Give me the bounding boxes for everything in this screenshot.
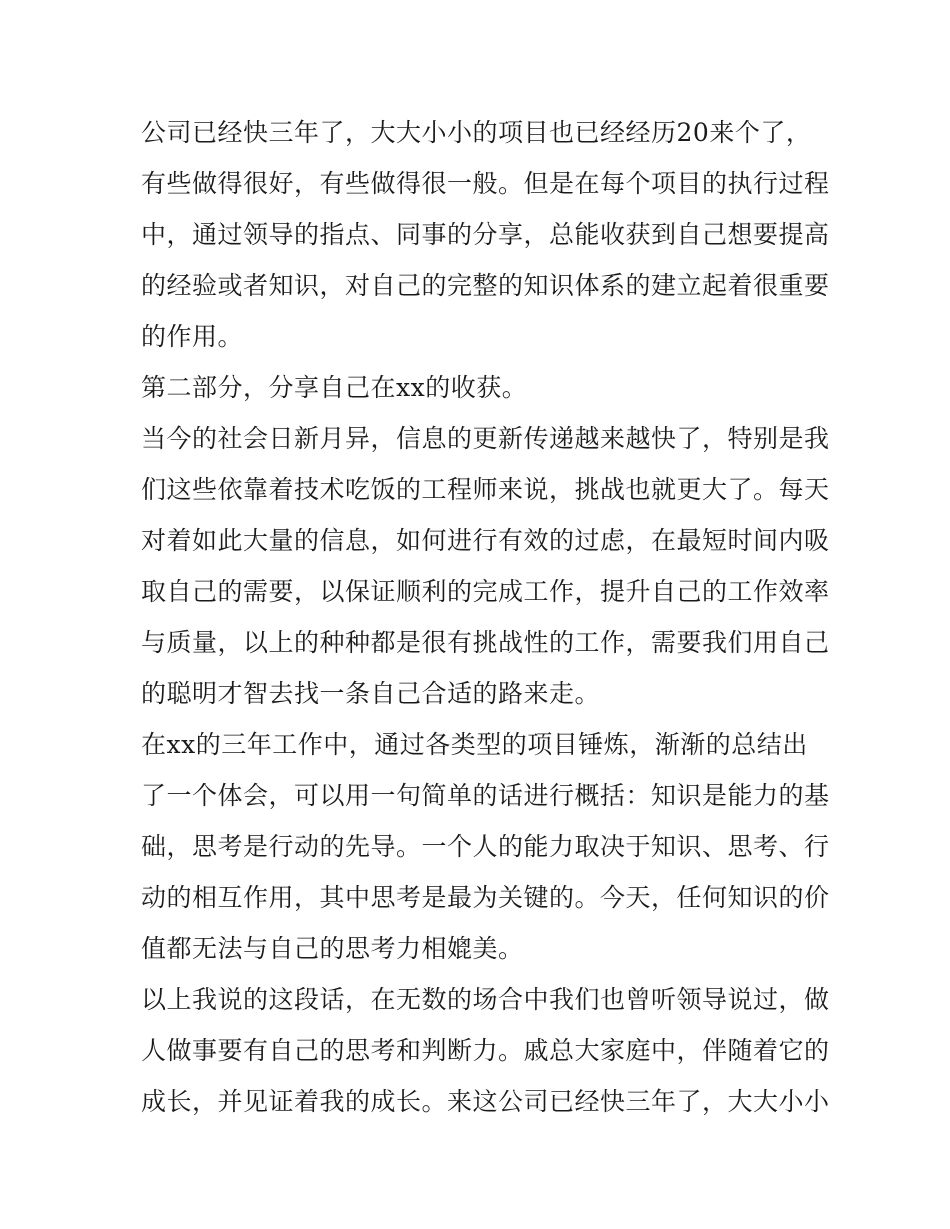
text-line: 中，通过领导的指点、同事的分享，总能收获到自己想要提高 (141, 220, 830, 249)
text-line: 们这些依靠着技术吃饭的工程师来说，挑战也就更大了。每天 (141, 475, 830, 504)
text-line: 在xx的三年工作中，通过各类型的项目锤炼，渐渐的总结出 (141, 730, 808, 759)
text-line: 对着如此大量的信息，如何进行有效的过虑，在最短时间内吸 (141, 526, 830, 555)
text-line: 成长，并见证着我的成长。来这公司已经快三年了，大大小小 (141, 1087, 830, 1116)
text-line: 取自己的需要，以保证顺利的完成工作，提升自己的工作效率 (141, 577, 830, 606)
text-line: 公司已经快三年了，大大小小的项目也已经经历20来个了， (141, 118, 812, 147)
text-line: 了一个体会，可以用一句简单的话进行概括：知识是能力的基 (141, 781, 830, 810)
text-line: 人做事要有自己的思考和判断力。戚总大家庭中，伴随着它的 (141, 1036, 830, 1065)
text-line: 础，思考是行动的先导。一个人的能力取决于知识、思考、行 (141, 832, 830, 861)
text-line: 的聪明才智去找一条自己合适的路来走。 (141, 679, 601, 708)
text-line: 的经验或者知识，对自己的完整的知识体系的建立起着很重要 (141, 271, 830, 300)
text-line: 有些做得很好，有些做得很一般。但是在每个项目的执行过程 (141, 169, 830, 198)
text-line: 以上我说的这段话，在无数的场合中我们也曾听领导说过，做 (141, 985, 830, 1014)
body-text (141, 107, 830, 1127)
text-line: 值都无法与自己的思考力相媲美。 (141, 934, 524, 963)
text-line: 当今的社会日新月异，信息的更新传递越来越快了，特别是我 (141, 424, 830, 453)
section-heading: 第二部分，分享自己在xx的收获。 (141, 373, 528, 402)
text-line: 与质量，以上的种种都是很有挑战性的工作，需要我们用自己 (141, 628, 830, 657)
text-line: 的作用。 (141, 322, 244, 351)
text-line: 动的相互作用，其中思考是最为关键的。今天，任何知识的价 (141, 883, 830, 912)
